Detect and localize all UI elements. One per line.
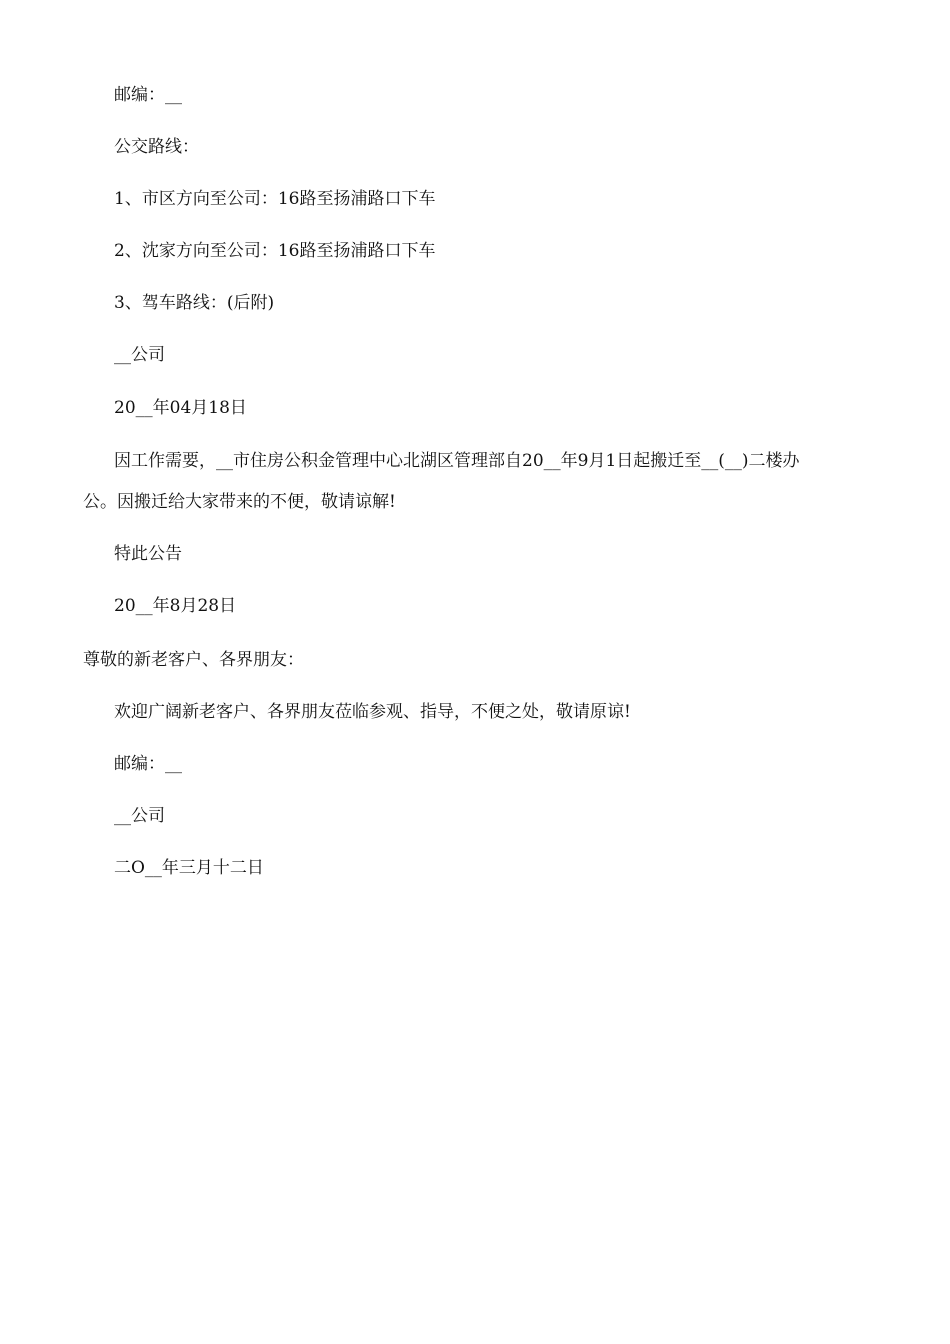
route-item-1: 1、市区方向至公司：16路至扬浦路口下车 (114, 189, 436, 209)
postcode-line: 邮编：__ (114, 85, 182, 105)
route-item-3: 3、驾车路线：(后附) (114, 293, 275, 313)
company-signature-2: __公司 (114, 806, 165, 826)
route-item-2: 2、沈家方向至公司：16路至扬浦路口下车 (114, 241, 436, 261)
notice-date: 20__年8月28日 (114, 596, 237, 616)
notice-paragraph-line-2: 公。因搬迁给大家带来的不便，敬请谅解! (83, 492, 396, 512)
greeting-line: 尊敬的新老客户、各界朋友： (83, 650, 304, 670)
date-line: 20__年04月18日 (114, 398, 247, 418)
final-date: 二O__年三月十二日 (114, 858, 264, 878)
bus-route-heading: 公交路线： (114, 137, 199, 157)
notice-closing: 特此公告 (114, 544, 182, 564)
company-signature: __公司 (114, 345, 165, 365)
postcode-line-2: 邮编：__ (114, 754, 182, 774)
notice-paragraph-line-1: 因工作需要，__市住房公积金管理中心北湖区管理部自20__年9月1日起搬迁至__(__)二楼办 (114, 451, 800, 471)
welcome-paragraph: 欢迎广阔新老客户、各界朋友莅临参观、指导，不便之处，敬请原谅! (114, 702, 631, 722)
